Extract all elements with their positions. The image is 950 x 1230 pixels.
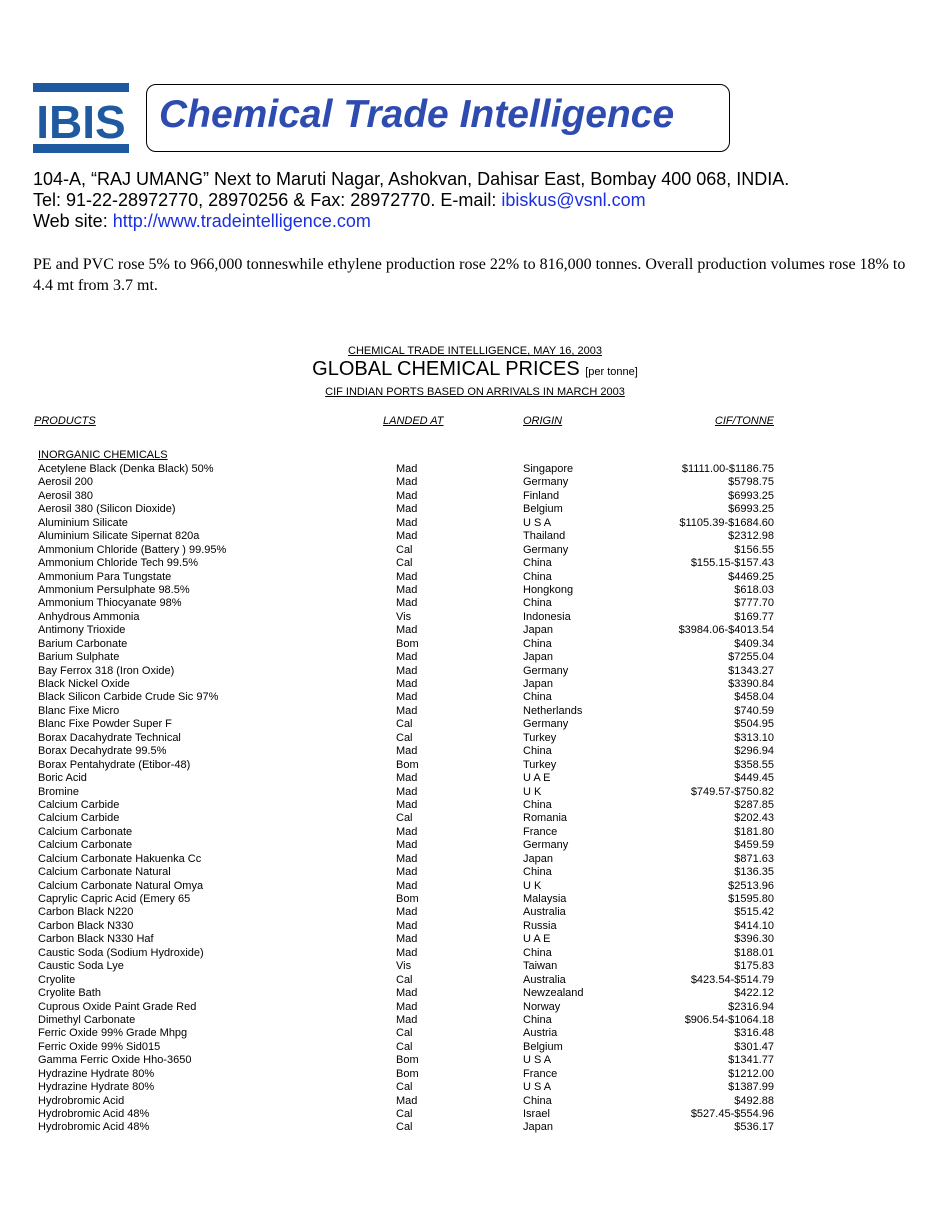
origin: U S A [523,1054,552,1067]
origin: China [523,1094,552,1107]
landed-at: Cal [396,1108,413,1120]
cif-price: $169.77 [734,610,774,623]
cif-price: $423.54-$514.79 [690,973,774,986]
landed-at: Mad [396,583,418,596]
table-row [0,893,950,906]
landed-at: Mad [396,463,418,475]
origin: Turkey [523,731,557,744]
title-box [146,84,730,152]
table-row [0,584,950,597]
report-subtitle: CIF INDIAN PORTS BASED ON ARRIVALS IN MARCH 2003 [325,386,625,398]
column-header-origin: ORIGIN [523,415,563,427]
origin: Malaysia [523,893,567,905]
table-row [0,1014,950,1027]
product-name: Ferric Oxide 99% Grade Mhpg [38,1027,188,1040]
landed-at: Mad [396,704,418,717]
cif-price: $181.80 [734,825,774,838]
intro-paragraph: PE and PVC rose 5% to 966,000 tonneswhile ethylene production rose 22% to 816,000 tonnes. Overall production volumes rose 18% to 4.4 mt from 3.7 mt. [33,256,906,294]
section-title: INORGANIC CHEMICALS [38,449,168,461]
landed-at: Mad [396,651,418,664]
landed-at: Cal [396,1081,413,1094]
cif-price: $740.59 [734,704,774,717]
product-name: Dimethyl Carbonate [38,1013,136,1026]
origin: Indonesia [523,610,571,623]
product-name: Ammonium Para Tungstate [38,570,172,583]
product-name: Antimony Trioxide [38,624,126,637]
landed-at: Mad [396,570,418,583]
origin: Romania [523,812,568,825]
origin: Singapore [523,463,574,475]
table-row [0,624,950,637]
cif-price: $175.83 [734,960,774,973]
landed-at: Mad [396,879,418,892]
cif-price: $358.55 [734,758,774,771]
cif-price: $492.88 [734,1094,774,1107]
cif-price: $2316.94 [728,1000,774,1013]
cif-price: $396.30 [734,933,774,946]
product-name: Calcium Carbonate [38,825,133,838]
origin: Australia [523,973,566,986]
cif-price: $449.45 [734,772,774,785]
product-name: Aerosil 380 (Silicon Dioxide) [38,503,176,516]
origin: Australia [523,906,566,919]
landed-at: Mad [396,825,418,838]
product-name: Black Silicon Carbide Crude Sic 97% [38,691,219,704]
product-name: Calcium Carbonate Natural [38,866,171,879]
product-name: Aluminium Silicate Sipernat 820a [38,530,200,543]
landed-at: Mad [396,866,418,879]
landed-at: Mad [396,530,418,543]
product-name: Gamma Ferric Oxide Hho-3650 [38,1054,192,1067]
product-name: Caustic Soda Lye [38,960,124,973]
origin: Turkey [523,758,557,771]
product-name: Cryolite [38,973,76,986]
product-name: Ammonium Chloride (Battery ) 99.95% [38,543,227,556]
landed-at: Cal [396,1121,413,1134]
cif-price: $618.03 [734,583,774,596]
table-row [0,463,950,476]
ibis-logo [33,83,129,153]
email-link[interactable]: ibiskus@vsnl.com [501,190,646,210]
landed-at: Bom [396,637,419,650]
table-row [0,678,950,691]
report-source: CHEMICAL TRADE INTELLIGENCE, MAY 16, 2003 [348,345,602,357]
cif-price: $136.35 [734,866,774,879]
table-row [0,597,950,610]
landed-at: Cal [396,543,413,556]
product-name: Aerosil 200 [38,476,94,489]
table-row [0,880,950,893]
cif-price: $527.45-$554.96 [690,1108,774,1120]
cif-price: $1341.77 [728,1054,774,1067]
landed-at: Mad [396,691,418,704]
table-row [0,557,950,570]
origin: China [523,745,552,758]
column-header-cif: CIF/TONNE [714,415,774,427]
website-label: Web site: [33,211,113,231]
origin: Germany [523,718,569,731]
origin: Japan [523,624,553,637]
product-name: Bromine [38,785,79,798]
landed-at: Bom [396,1067,419,1080]
table-row [0,1121,950,1134]
phone-fax: Tel: 91-22-28972770, 28970256 & Fax: 28972770. E-mail: [33,190,502,210]
origin: China [523,637,552,650]
origin: Israel [523,1108,550,1120]
product-name: Borax Pentahydrate (Etibor-48) [38,758,191,771]
cif-price: $515.42 [734,906,774,919]
cif-price: $188.01 [734,946,774,959]
cif-price: $3390.84 [728,678,774,690]
origin: Russia [523,919,557,932]
landed-at: Cal [396,731,413,744]
landed-at: Vis [396,960,412,973]
report-title-text: GLOBAL CHEMICAL PRICES [312,358,580,380]
origin: Japan [523,1121,553,1134]
table-row [0,1041,950,1054]
origin: Taiwan [523,960,558,973]
origin: Japan [523,852,553,865]
origin: Austria [523,1027,558,1040]
origin: Finland [523,489,560,502]
product-name: Black Nickel Oxide [38,678,130,690]
table-row [0,812,950,825]
product-name: Ammonium Persulphate 98.5% [38,583,190,596]
table-row [0,826,950,839]
cif-price: $2513.96 [728,879,774,892]
table-row [0,1081,950,1094]
table-row [0,517,950,530]
product-name: Aluminium Silicate [38,516,128,529]
landed-at: Mad [396,678,418,690]
landed-at: Vis [396,610,412,623]
origin: Germany [523,664,569,677]
table-row [0,1001,950,1014]
landed-at: Mad [396,785,418,798]
origin: Netherlands [523,704,583,717]
origin: Japan [523,678,553,690]
cif-price: $3984.06-$4013.54 [678,624,774,637]
logo-text: IBIS [36,96,126,148]
cif-price: $422.12 [734,987,774,1000]
cif-price: $871.63 [734,852,774,865]
product-name: Hydrobromic Acid [38,1094,125,1107]
landed-at: Cal [396,718,413,731]
cif-price: $1595.80 [728,893,774,905]
table-row [0,853,950,866]
product-name: Barium Sulphate [38,651,120,664]
table-row [0,732,950,745]
table-row [0,906,950,919]
cif-price: $316.48 [734,1027,774,1040]
cif-price: $459.59 [734,839,774,852]
product-name: Aerosil 380 [38,489,94,502]
landed-at: Cal [396,1040,413,1053]
product-name: Hydrazine Hydrate 80% [38,1081,155,1094]
cif-price: $202.43 [734,812,774,825]
landed-at: Mad [396,839,418,852]
origin: Thailand [523,530,566,543]
landed-at: Mad [396,597,418,610]
product-name: Barium Carbonate [38,637,128,650]
product-name: Boric Acid [38,772,87,785]
landed-at: Mad [396,987,418,1000]
origin: Germany [523,839,569,852]
origin: U S A [523,516,552,529]
origin: France [523,1067,558,1080]
table-row [0,759,950,772]
table-row [0,1108,950,1121]
table-row [0,1054,950,1067]
cif-price: $5798.75 [728,476,774,489]
table-row [0,920,950,933]
product-name: Ammonium Chloride Tech 99.5% [38,557,198,570]
cif-price: $4469.25 [728,570,774,583]
table-row [0,745,950,758]
table-row [0,1068,950,1081]
table-row [0,530,950,543]
origin: U K [523,785,542,798]
product-name: Hydrazine Hydrate 80% [38,1067,155,1080]
table-row [0,947,950,960]
origin: China [523,557,552,570]
column-header-landed-at: LANDED AT [383,415,444,427]
table-row [0,866,950,879]
landed-at: Mad [396,772,418,785]
table-row [0,705,950,718]
cif-price: $155.15-$157.43 [690,557,774,570]
landed-at: Mad [396,933,418,946]
landed-at: Cal [396,557,413,570]
origin: China [523,597,552,610]
product-name: Caustic Soda (Sodium Hydroxide) [38,946,204,959]
table-row [0,611,950,624]
cif-price: $1387.99 [728,1081,774,1094]
table-row [0,1095,950,1108]
cif-price: $1111.00-$1186.75 [681,463,774,475]
origin: U S A [523,1081,552,1094]
origin: Belgium [523,503,563,516]
landed-at: Cal [396,973,413,986]
product-name: Calcium Carbonate Hakuenka Cc [38,852,202,865]
landed-at: Mad [396,489,418,502]
landed-at: Bom [396,1054,419,1067]
table-row [0,476,950,489]
table-row [0,638,950,651]
cif-price: $906.54-$1064.18 [684,1013,774,1026]
product-name: Anhydrous Ammonia [38,610,140,623]
cif-price: $1212.00 [728,1067,774,1080]
origin: China [523,1013,552,1026]
column-header-products: PRODUCTS [34,415,96,427]
product-name: Bay Ferrox 318 (Iron Oxide) [38,664,175,677]
cif-price: $156.55 [734,543,774,556]
table-row [0,1027,950,1040]
landed-at: Mad [396,1013,418,1026]
landed-at: Mad [396,503,418,516]
origin: Hongkong [523,583,574,596]
table-row [0,571,950,584]
origin: China [523,798,552,811]
address-line: 104-A, “RAJ UMANG” Next to Maruti Nagar, Ashokvan, Dahisar East, Bombay 400 068, INDIA. [33,169,790,189]
product-name: Acetylene Black (Denka Black) 50% [38,463,214,475]
report-title [0,358,950,381]
product-name: Caprylic Capric Acid (Emery 65 [38,893,191,905]
cif-price: $414.10 [734,919,774,932]
cif-price: $301.47 [734,1040,774,1053]
product-name: Blanc Fixe Powder Super F [38,718,172,731]
product-name: Calcium Carbide [38,798,120,811]
product-name: Borax Decahydrate 99.5% [38,745,167,758]
table-row [0,799,950,812]
landed-at: Mad [396,745,418,758]
website-line [33,210,371,232]
cif-price: $749.57-$750.82 [690,785,774,798]
cif-price: $2312.98 [728,530,774,543]
cif-price: $458.04 [734,691,774,704]
table-row [0,665,950,678]
cif-price: $504.95 [734,718,774,731]
table-row [0,651,950,664]
origin: U A E [523,933,551,946]
origin: China [523,866,552,879]
product-name: Calcium Carbonate [38,839,133,852]
product-name: Ferric Oxide 99% Sid015 [38,1040,161,1053]
table-row [0,490,950,503]
origin: Germany [523,476,569,489]
table-row [0,503,950,516]
cif-price: $296.94 [734,745,774,758]
landed-at: Mad [396,516,418,529]
landed-at: Mad [396,624,418,637]
table-row [0,933,950,946]
origin: China [523,570,552,583]
product-name: Borax Dacahydrate Technical [38,731,181,744]
table-row [0,691,950,704]
landed-at: Bom [396,893,419,905]
report-title-unit: [per tonne] [585,366,638,378]
product-name: Carbon Black N330 [38,919,134,932]
product-name: Carbon Black N220 [38,906,134,919]
landed-at: Bom [396,758,419,771]
origin: U A E [523,772,551,785]
table-row [0,544,950,557]
origin: Norway [523,1000,561,1013]
cif-price: $313.10 [734,731,774,744]
cif-price: $7255.04 [728,651,774,664]
origin: U K [523,879,542,892]
origin: China [523,946,552,959]
landed-at: Cal [396,812,413,825]
landed-at: Mad [396,1000,418,1013]
product-name: Hydrobromic Acid 48% [38,1108,150,1120]
origin: Japan [523,651,553,664]
website-link[interactable]: http://www.tradeintelligence.com [112,211,371,231]
origin: China [523,691,552,704]
table-row [0,987,950,1000]
landed-at: Mad [396,946,418,959]
origin: Germany [523,543,569,556]
price-table [0,463,950,1135]
cif-price: $409.34 [734,637,774,650]
table-row [0,772,950,785]
product-name: Carbon Black N330 Haf [38,933,154,946]
product-name: Cryolite Bath [38,987,101,1000]
landed-at: Mad [396,852,418,865]
product-name: Cuprous Oxide Paint Grade Red [38,1000,197,1013]
product-name: Hydrobromic Acid 48% [38,1121,150,1134]
table-row [0,718,950,731]
table-row [0,839,950,852]
contact-line [33,189,646,211]
origin: Belgium [523,1040,563,1053]
product-name: Ammonium Thiocyanate 98% [38,597,182,610]
cif-price: $1343.27 [728,664,774,677]
landed-at: Mad [396,919,418,932]
landed-at: Mad [396,1094,418,1107]
landed-at: Cal [396,1027,413,1040]
product-name: Blanc Fixe Micro [38,704,120,717]
table-row [0,974,950,987]
origin: Newzealand [523,987,584,1000]
cif-price: $777.70 [734,597,774,610]
origin: France [523,825,558,838]
landed-at: Mad [396,906,418,919]
landed-at: Mad [396,664,418,677]
cif-price: $287.85 [734,798,774,811]
cif-price: $536.17 [734,1121,774,1134]
landed-at: Mad [396,476,418,489]
table-row [0,786,950,799]
page-title: Chemical Trade Intelligence [159,93,675,136]
landed-at: Mad [396,798,418,811]
cif-price: $6993.25 [728,503,774,516]
cif-price: $1105.39-$1684.60 [679,516,774,529]
table-row [0,960,950,973]
product-name: Calcium Carbide [38,812,120,825]
cif-price: $6993.25 [728,489,774,502]
product-name: Calcium Carbonate Natural Omya [38,879,204,892]
